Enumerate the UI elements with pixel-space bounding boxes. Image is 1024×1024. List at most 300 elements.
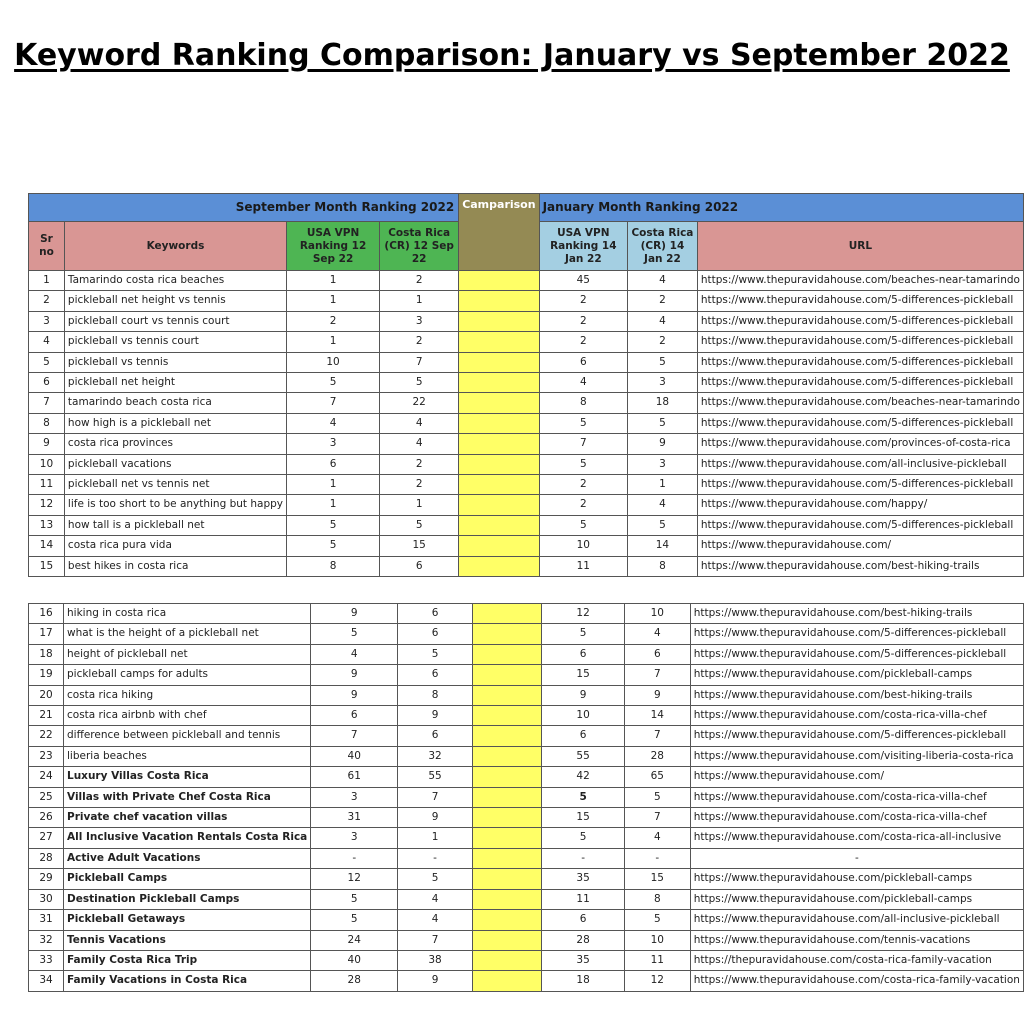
sep-cr-cell: 6: [380, 556, 459, 576]
sep-cr-cell: 7: [398, 930, 473, 950]
url-cell: https://www.thepuravidahouse.com/costa-rica-all-inclusive: [690, 828, 1023, 848]
jan-cr-cell: 5: [624, 910, 690, 930]
jan-cr-cell: 28: [624, 746, 690, 766]
sr-no-cell: 10: [29, 454, 65, 474]
table-row: [29, 373, 1024, 393]
jan-usa-cell: 55: [542, 746, 625, 766]
jan-usa-cell: 10: [539, 536, 627, 556]
sr-no-cell: 19: [29, 665, 64, 685]
jan-cr-cell: 7: [624, 726, 690, 746]
comparison-cell: [472, 726, 542, 746]
keyword-cell: pickleball vs tennis: [64, 352, 286, 372]
sep-cr-cell: 7: [380, 352, 459, 372]
comparison-cell: [459, 475, 539, 495]
sep-cr-cell: 9: [398, 706, 473, 726]
sep-usa-cell: 5: [311, 889, 398, 909]
jan-cr-cell: 18: [628, 393, 698, 413]
url-cell: https://www.thepuravidahouse.com/best-hiking-trails: [690, 685, 1023, 705]
band-row: [29, 194, 1024, 222]
jan-usa-cell: 6: [542, 910, 625, 930]
sr-no-cell: 23: [29, 746, 64, 766]
sep-cr-cell: 6: [398, 624, 473, 644]
keyword-cell: costa rica provinces: [64, 434, 286, 454]
table-row: [29, 291, 1024, 311]
sr-no-cell: 11: [29, 475, 65, 495]
jan-cr-cell: 4: [628, 271, 698, 291]
sr-no-cell: 29: [29, 869, 64, 889]
sep-usa-cell: 5: [287, 373, 380, 393]
url-cell: https://www.thepuravidahouse.com/tennis-vacations: [690, 930, 1023, 950]
comparison-cell: [472, 644, 542, 664]
jan-cr-cell: 65: [624, 767, 690, 787]
ranking-table-part-1: [28, 193, 1024, 577]
sep-cr-cell: 9: [398, 971, 473, 991]
sr-no-cell: 9: [29, 434, 65, 454]
table-row: [29, 685, 1024, 705]
keyword-cell: liberia beaches: [64, 746, 311, 766]
comparison-cell: [459, 434, 539, 454]
sep-cr-cell: 2: [380, 454, 459, 474]
jan-usa-cell: 45: [539, 271, 627, 291]
sr-no-cell: 32: [29, 930, 64, 950]
sep-cr-cell: 2: [380, 332, 459, 352]
sep-usa-cell: 40: [311, 746, 398, 766]
keyword-cell: best hikes in costa rica: [64, 556, 286, 576]
table-row: [29, 930, 1024, 950]
url-cell: https://www.thepuravidahouse.com/visiting-liberia-costa-rica: [690, 746, 1023, 766]
sep-cr-cell: 7: [398, 787, 473, 807]
comparison-cell: [472, 930, 542, 950]
keyword-cell: Villas with Private Chef Costa Rica: [64, 787, 311, 807]
sep-cr-cell: 1: [398, 828, 473, 848]
jan-cr-cell: 12: [624, 971, 690, 991]
url-cell: https://www.thepuravidahouse.com/5-differences-pickleball: [690, 726, 1023, 746]
sr-no-cell: 12: [29, 495, 65, 515]
keyword-cell: pickleball court vs tennis court: [64, 311, 286, 331]
url-header: URL: [697, 222, 1023, 271]
sr-no-cell: 27: [29, 828, 64, 848]
comparison-cell: [472, 624, 542, 644]
sep-cr-cell: 4: [380, 434, 459, 454]
comparison-cell: [459, 413, 539, 433]
sr-no-cell: 16: [29, 604, 64, 624]
url-cell: https://www.thepuravidahouse.com/pickleball-camps: [690, 869, 1023, 889]
keyword-cell: difference between pickleball and tennis: [64, 726, 311, 746]
table-row: [29, 726, 1024, 746]
sep-usa-cell: 5: [287, 536, 380, 556]
keywords-header: Keywords: [64, 222, 286, 271]
comparison-cell: [459, 332, 539, 352]
url-cell: https://www.thepuravidahouse.com/pickleball-camps: [690, 665, 1023, 685]
sep-cr-cell: 2: [380, 475, 459, 495]
sr-no-cell: 2: [29, 291, 65, 311]
comparison-cell: [472, 787, 542, 807]
jan-usa-cell: 15: [542, 808, 625, 828]
url-cell: https://www.thepuravidahouse.com/5-differences-pickleball: [697, 332, 1023, 352]
sep-usa-cell: 7: [311, 726, 398, 746]
comparison-cell: [472, 604, 542, 624]
comparison-cell: [472, 848, 542, 868]
url-cell: https://www.thepuravidahouse.com/5-differences-pickleball: [697, 291, 1023, 311]
table-row: [29, 413, 1024, 433]
jan-cr-cell: 3: [628, 373, 698, 393]
jan-usa-cell: 8: [539, 393, 627, 413]
jan-cr-cell: 5: [628, 413, 698, 433]
table-row: [29, 828, 1024, 848]
sep-cr-cell: 5: [380, 515, 459, 535]
sr-no-cell: 24: [29, 767, 64, 787]
url-cell: https://www.thepuravidahouse.com/5-differences-pickleball: [697, 352, 1023, 372]
sr-no-cell: 8: [29, 413, 65, 433]
sep-usa-cell: 1: [287, 495, 380, 515]
sep-cr-cell: -: [398, 848, 473, 868]
sep-usa-cell: 40: [311, 950, 398, 970]
comparison-cell: [472, 808, 542, 828]
sep-usa-cell: 28: [311, 971, 398, 991]
jan-usa-cell: 7: [539, 434, 627, 454]
keyword-cell: Active Adult Vacations: [64, 848, 311, 868]
jan-usa-cell: -: [542, 848, 625, 868]
sr-no-cell: 5: [29, 352, 65, 372]
sr-no-cell: 31: [29, 910, 64, 930]
comparison-cell: [472, 971, 542, 991]
sep-usa-cell: 3: [311, 787, 398, 807]
jan-cr-cell: 3: [628, 454, 698, 474]
sep-usa-cell: 24: [311, 930, 398, 950]
sr-no-cell: 30: [29, 889, 64, 909]
sep-cr-cell: 5: [398, 869, 473, 889]
jan-usa-cell: 2: [539, 311, 627, 331]
sr-no-cell: 14: [29, 536, 65, 556]
jan-cr-cell: 8: [628, 556, 698, 576]
keyword-cell: Pickleball Getaways: [64, 910, 311, 930]
url-cell: https://www.thepuravidahouse.com/best-hiking-trails: [697, 556, 1023, 576]
jan-usa-header: USA VPN Ranking 14 Jan 22: [539, 222, 627, 271]
keyword-cell: Pickleball Camps: [64, 869, 311, 889]
jan-usa-cell: 18: [542, 971, 625, 991]
comparison-cell: [472, 950, 542, 970]
january-band: January Month Ranking 2022: [539, 194, 1023, 222]
keyword-cell: costa rica airbnb with chef: [64, 706, 311, 726]
jan-cr-cell: 15: [624, 869, 690, 889]
table-row: [29, 644, 1024, 664]
sep-cr-cell: 5: [398, 644, 473, 664]
sr-no-cell: 4: [29, 332, 65, 352]
jan-cr-cell: -: [624, 848, 690, 868]
jan-usa-cell: 5: [539, 413, 627, 433]
url-cell: -: [690, 848, 1023, 868]
sr-no-cell: 18: [29, 644, 64, 664]
jan-usa-cell: 6: [542, 644, 625, 664]
table-row: [29, 475, 1024, 495]
sr-no-cell: 3: [29, 311, 65, 331]
sep-usa-cell: 9: [311, 685, 398, 705]
jan-cr-cell: 10: [624, 604, 690, 624]
jan-usa-cell: 5: [539, 515, 627, 535]
sep-cr-cell: 4: [380, 413, 459, 433]
keyword-cell: height of pickleball net: [64, 644, 311, 664]
comparison-cell: [459, 291, 539, 311]
keyword-cell: pickleball vacations: [64, 454, 286, 474]
jan-usa-cell: 5: [542, 624, 625, 644]
sep-usa-header: USA VPN Ranking 12 Sep 22: [287, 222, 380, 271]
sep-cr-cell: 8: [398, 685, 473, 705]
url-cell: https://www.thepuravidahouse.com/pickleball-camps: [690, 889, 1023, 909]
comparison-cell: [472, 685, 542, 705]
table-row: [29, 787, 1024, 807]
keyword-cell: Family Vacations in Costa Rica: [64, 971, 311, 991]
jan-usa-cell: 15: [542, 665, 625, 685]
jan-usa-cell: 11: [542, 889, 625, 909]
sr-no-cell: 33: [29, 950, 64, 970]
url-cell: https://thepuravidahouse.com/costa-rica-family-vacation: [690, 950, 1023, 970]
jan-usa-cell: 12: [542, 604, 625, 624]
comparison-cell: [459, 536, 539, 556]
sep-usa-cell: 10: [287, 352, 380, 372]
keyword-cell: how high is a pickleball net: [64, 413, 286, 433]
jan-usa-cell: 10: [542, 706, 625, 726]
table-row: [29, 910, 1024, 930]
sep-usa-cell: 9: [311, 665, 398, 685]
sep-usa-cell: 1: [287, 271, 380, 291]
sep-usa-cell: 31: [311, 808, 398, 828]
keyword-cell: what is the height of a pickleball net: [64, 624, 311, 644]
comparison-cell: [459, 515, 539, 535]
sep-usa-cell: 5: [311, 910, 398, 930]
jan-usa-cell: 35: [542, 950, 625, 970]
jan-cr-cell: 4: [628, 495, 698, 515]
jan-usa-cell: 5: [542, 828, 625, 848]
url-cell: https://www.thepuravidahouse.com/: [697, 536, 1023, 556]
comparison-cell: [459, 454, 539, 474]
comparison-cell: [472, 767, 542, 787]
sep-usa-cell: -: [311, 848, 398, 868]
url-cell: https://www.thepuravidahouse.com/best-hiking-trails: [690, 604, 1023, 624]
keyword-cell: life is too short to be anything but happy: [64, 495, 286, 515]
keyword-cell: pickleball net height vs tennis: [64, 291, 286, 311]
keyword-cell: hiking in costa rica: [64, 604, 311, 624]
sep-usa-cell: 9: [311, 604, 398, 624]
url-cell: https://www.thepuravidahouse.com/costa-rica-villa-chef: [690, 808, 1023, 828]
sep-usa-cell: 1: [287, 475, 380, 495]
comparison-cell: [472, 665, 542, 685]
jan-usa-cell: 35: [542, 869, 625, 889]
url-cell: https://www.thepuravidahouse.com/beaches-near-tamarindo: [697, 393, 1023, 413]
sep-usa-cell: 4: [311, 644, 398, 664]
jan-cr-header: Costa Rica (CR) 14 Jan 22: [628, 222, 698, 271]
table-row: [29, 556, 1024, 576]
table-row: [29, 950, 1024, 970]
jan-cr-cell: 8: [624, 889, 690, 909]
sep-usa-cell: 5: [311, 624, 398, 644]
table-row: [29, 624, 1024, 644]
jan-cr-cell: 4: [628, 311, 698, 331]
table-row: [29, 889, 1024, 909]
table-row: [29, 869, 1024, 889]
sep-cr-cell: 4: [398, 910, 473, 930]
url-cell: https://www.thepuravidahouse.com/costa-rica-villa-chef: [690, 706, 1023, 726]
jan-usa-cell: 6: [542, 726, 625, 746]
jan-cr-cell: 14: [624, 706, 690, 726]
sep-cr-cell: 6: [398, 726, 473, 746]
jan-usa-cell: 5: [539, 454, 627, 474]
comparison-cell: [459, 352, 539, 372]
keyword-cell: pickleball net height: [64, 373, 286, 393]
september-band: September Month Ranking 2022: [29, 194, 459, 222]
url-cell: https://www.thepuravidahouse.com/5-differences-pickleball: [697, 373, 1023, 393]
url-cell: https://www.thepuravidahouse.com/5-differences-pickleball: [697, 475, 1023, 495]
jan-cr-cell: 1: [628, 475, 698, 495]
url-cell: https://www.thepuravidahouse.com/costa-rica-family-vacation: [690, 971, 1023, 991]
table-row: [29, 536, 1024, 556]
sep-usa-cell: 5: [287, 515, 380, 535]
jan-cr-cell: 6: [624, 644, 690, 664]
sr-no-cell: 34: [29, 971, 64, 991]
sr-no-cell: 1: [29, 271, 65, 291]
sep-usa-cell: 8: [287, 556, 380, 576]
comparison-cell: [472, 889, 542, 909]
jan-cr-cell: 10: [624, 930, 690, 950]
url-cell: https://www.thepuravidahouse.com/5-differences-pickleball: [697, 311, 1023, 331]
url-cell: https://www.thepuravidahouse.com/all-inclusive-pickleball: [697, 454, 1023, 474]
keyword-cell: Destination Pickleball Camps: [64, 889, 311, 909]
table-row: [29, 604, 1024, 624]
sep-cr-cell: 4: [398, 889, 473, 909]
table-row: [29, 434, 1024, 454]
sep-usa-cell: 61: [311, 767, 398, 787]
comparison-header: Camparison: [459, 194, 539, 271]
jan-cr-cell: 14: [628, 536, 698, 556]
jan-usa-cell: 11: [539, 556, 627, 576]
comparison-cell: [472, 746, 542, 766]
jan-usa-cell: 28: [542, 930, 625, 950]
table-row: [29, 352, 1024, 372]
sr-no-cell: 6: [29, 373, 65, 393]
url-cell: https://www.thepuravidahouse.com/5-differences-pickleball: [697, 413, 1023, 433]
sep-cr-cell: 1: [380, 291, 459, 311]
keyword-cell: pickleball camps for adults: [64, 665, 311, 685]
table-row: [29, 515, 1024, 535]
comparison-cell: [472, 706, 542, 726]
sep-cr-cell: 6: [398, 665, 473, 685]
keyword-cell: Family Costa Rica Trip: [64, 950, 311, 970]
comparison-cell: [459, 495, 539, 515]
jan-cr-cell: 2: [628, 332, 698, 352]
url-cell: https://www.thepuravidahouse.com/5-differences-pickleball: [697, 515, 1023, 535]
sep-usa-cell: 3: [311, 828, 398, 848]
sr-no-cell: 26: [29, 808, 64, 828]
table-row: [29, 971, 1024, 991]
keyword-cell: how tall is a pickleball net: [64, 515, 286, 535]
sep-cr-cell: 32: [398, 746, 473, 766]
sep-usa-cell: 12: [311, 869, 398, 889]
url-cell: https://www.thepuravidahouse.com/all-inclusive-pickleball: [690, 910, 1023, 930]
keyword-cell: costa rica hiking: [64, 685, 311, 705]
jan-usa-cell: 4: [539, 373, 627, 393]
url-cell: https://www.thepuravidahouse.com/beaches-near-tamarindo: [697, 271, 1023, 291]
sr-no-cell: 7: [29, 393, 65, 413]
comparison-cell: [472, 869, 542, 889]
sr-no-cell: 25: [29, 787, 64, 807]
comparison-cell: [459, 556, 539, 576]
jan-cr-cell: 4: [624, 624, 690, 644]
table-row: [29, 311, 1024, 331]
sep-cr-cell: 38: [398, 950, 473, 970]
table-row: [29, 767, 1024, 787]
sep-cr-cell: 22: [380, 393, 459, 413]
jan-usa-cell: 6: [539, 352, 627, 372]
jan-cr-cell: 7: [624, 808, 690, 828]
table-row: [29, 848, 1024, 868]
ranking-table-part-2: [28, 603, 1024, 992]
table-row: [29, 706, 1024, 726]
sr-no-header: Sr no: [29, 222, 65, 271]
jan-cr-cell: 2: [628, 291, 698, 311]
jan-usa-cell: 2: [539, 332, 627, 352]
sep-cr-cell: 15: [380, 536, 459, 556]
comparison-cell: [472, 910, 542, 930]
jan-usa-cell: 2: [539, 291, 627, 311]
comparison-cell: [459, 393, 539, 413]
jan-cr-cell: 4: [624, 828, 690, 848]
table-row: [29, 495, 1024, 515]
keyword-cell: Tennis Vacations: [64, 930, 311, 950]
jan-cr-cell: 5: [628, 515, 698, 535]
keyword-cell: pickleball net vs tennis net: [64, 475, 286, 495]
sep-usa-cell: 1: [287, 332, 380, 352]
table-row: [29, 271, 1024, 291]
sep-cr-header: Costa Rica (CR) 12 Sep 22: [380, 222, 459, 271]
url-cell: https://www.thepuravidahouse.com/: [690, 767, 1023, 787]
table-row: [29, 393, 1024, 413]
sr-no-cell: 17: [29, 624, 64, 644]
jan-cr-cell: 5: [624, 787, 690, 807]
comparison-cell: [459, 271, 539, 291]
sep-cr-cell: 2: [380, 271, 459, 291]
table-row: [29, 454, 1024, 474]
comparison-cell: [472, 828, 542, 848]
sr-no-cell: 21: [29, 706, 64, 726]
page-title: Keyword Ranking Comparison: January vs September 2022: [14, 38, 1010, 73]
sep-usa-cell: 4: [287, 413, 380, 433]
sr-no-cell: 20: [29, 685, 64, 705]
keyword-cell: Tamarindo costa rica beaches: [64, 271, 286, 291]
url-cell: https://www.thepuravidahouse.com/5-differences-pickleball: [690, 624, 1023, 644]
sr-no-cell: 13: [29, 515, 65, 535]
sep-cr-cell: 3: [380, 311, 459, 331]
sr-no-cell: 28: [29, 848, 64, 868]
table-row: [29, 808, 1024, 828]
table-row: [29, 746, 1024, 766]
sep-usa-cell: 1: [287, 291, 380, 311]
sep-cr-cell: 6: [398, 604, 473, 624]
sep-cr-cell: 5: [380, 373, 459, 393]
comparison-cell: [459, 311, 539, 331]
sr-no-cell: 22: [29, 726, 64, 746]
sep-usa-cell: 3: [287, 434, 380, 454]
jan-cr-cell: 5: [628, 352, 698, 372]
jan-usa-cell: 2: [539, 495, 627, 515]
keyword-cell: pickleball vs tennis court: [64, 332, 286, 352]
url-cell: https://www.thepuravidahouse.com/happy/: [697, 495, 1023, 515]
keyword-cell: costa rica pura vida: [64, 536, 286, 556]
sep-cr-cell: 9: [398, 808, 473, 828]
table-row: [29, 332, 1024, 352]
keyword-cell: Private chef vacation villas: [64, 808, 311, 828]
url-cell: https://www.thepuravidahouse.com/5-differences-pickleball: [690, 644, 1023, 664]
keyword-cell: tamarindo beach costa rica: [64, 393, 286, 413]
sep-usa-cell: 6: [287, 454, 380, 474]
